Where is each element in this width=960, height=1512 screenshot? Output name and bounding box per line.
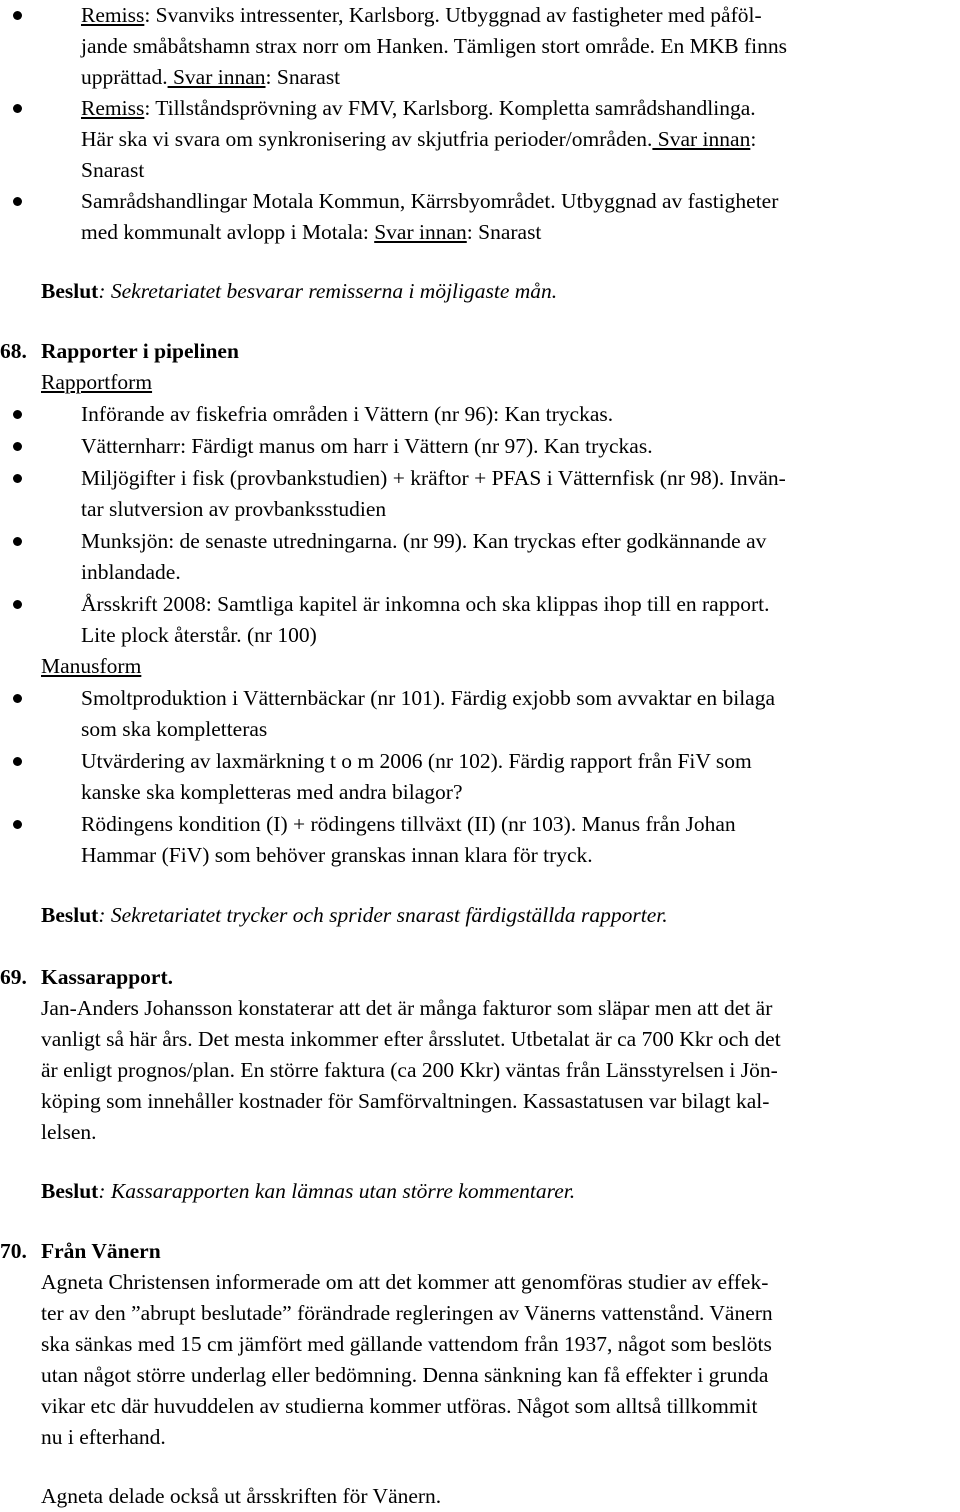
remiss-label: Remiss <box>81 3 145 27</box>
section-number: 69. <box>0 965 27 989</box>
section-69-paragraph <box>41 993 957 1148</box>
list-item-text: som ska kompletteras <box>81 717 268 741</box>
svar-innan-label: Svar innan <box>374 220 467 244</box>
list-item-text: Lite plock återstår. (nr 100) <box>81 623 317 647</box>
bullet-icon <box>13 11 22 20</box>
decision-1 <box>41 276 957 307</box>
list-item-text: Rödingens kondition (I) + rödingens tillväxt (II) (nr 103). Manus från Johan <box>81 812 736 836</box>
paragraph-line: lelsen. <box>41 1120 97 1144</box>
list-item-text: Utvärdering av laxmärkning t o m 2006 (nr 102). Färdig rapport från FiV som <box>81 749 752 773</box>
section-70-paragraph <box>41 1267 957 1453</box>
remiss-text: upprättad. <box>81 65 168 89</box>
remiss-label: Remiss <box>81 96 145 120</box>
remiss-text: Samrådshandlingar Motala Kommun, Kärrsbyområdet. Utbyggnad av fastigheter <box>81 189 779 213</box>
beslut-text: : Kassarapporten kan lämnas utan större kommentarer. <box>98 1179 576 1203</box>
closing-line <box>41 1481 957 1512</box>
subheading: Manusform <box>41 654 142 678</box>
paragraph-line: vanligt så här års. Det mesta inkommer efter årsslutet. Utbetalat är ca 700 Kkr och det <box>41 1027 781 1051</box>
svar-innan-value: Snarast <box>81 158 145 182</box>
remiss-text: : Tillståndsprövning av FMV, Karlsborg. Kompletta samrådshandlinga. <box>144 96 756 120</box>
paragraph-line: ter av den ”abrupt beslutade” förändrade regleringen av Vänerns vattenstånd. Vänern <box>41 1301 773 1325</box>
list-item-text: Vätternharr: Färdigt manus om harr i Vättern (nr 97). Kan tryckas. <box>81 434 653 458</box>
svar-innan-label: Svar innan <box>652 127 751 151</box>
svar-innan-value: : Snarast <box>265 65 341 89</box>
list-item-text: Munksjön: de senaste utredningarna. (nr 99). Kan tryckas efter godkännande av <box>81 529 767 553</box>
bullet-icon <box>13 410 22 419</box>
bullet-icon <box>13 537 22 546</box>
paragraph-line: utan något större underlag eller bedömning. Denna sänkning kan få effekter i grunda <box>41 1363 769 1387</box>
list-item-text: Miljögifter i fisk (provbankstudien) + kräftor + PFAS i Vätternfisk (nr 98). Invän- <box>81 466 786 490</box>
paragraph-line: är enligt prognos/plan. En större faktura (ca 200 Kkr) väntas från Länsstyrelsen i Jön- <box>41 1058 778 1082</box>
decision-69 <box>41 1176 957 1207</box>
list-item-text: Hammar (FiV) som behöver granskas innan klara för tryck. <box>81 843 593 867</box>
section-title: Kassarapport. <box>41 965 173 989</box>
list-item-text: Införande av fiskefria områden i Vättern (nr 96): Kan tryckas. <box>81 402 614 426</box>
paragraph-line: Jan-Anders Johansson konstaterar att det är många fakturor som släpar men att det är <box>41 996 773 1020</box>
bullet-icon <box>13 820 22 829</box>
paragraph-line: vikar etc där huvuddelen av studierna kommer utföras. Något som alltså tillkommit <box>41 1394 758 1418</box>
section-title: Rapporter i pipelinen <box>41 339 239 363</box>
bullet-icon <box>13 197 22 206</box>
paragraph-line: ska sänkas med 15 cm jämfört med gällande vattendom från 1937, något som beslöts <box>41 1332 772 1356</box>
paragraph-line: Agneta Christensen informerade om att det kommer att genomföras studier av effek- <box>41 1270 769 1294</box>
list-item-text: inblandade. <box>81 560 181 584</box>
rapportform-label <box>41 367 957 398</box>
remiss-text: Här ska vi svara om synkronisering av skjutfria perioder/områden. <box>81 127 653 151</box>
bullet-icon <box>13 474 22 483</box>
section-69-heading <box>0 962 173 993</box>
list-item-text: Årsskrift 2008: Samtliga kapitel är inkomna och ska klippas ihop till en rapport. <box>81 592 770 616</box>
svar-innan-colon: : <box>750 127 757 151</box>
bullet-icon <box>13 694 22 703</box>
beslut-label: Beslut <box>41 279 99 303</box>
subheading: Rapportform <box>41 370 153 394</box>
svar-innan-value: : Snarast <box>466 220 542 244</box>
list-item-text: Smoltproduktion i Vätternbäckar (nr 101). Färdig exjobb som avvaktar en bilaga <box>81 686 776 710</box>
bullet-icon <box>13 757 22 766</box>
list-item-text: kanske ska kompletteras med andra bilagor? <box>81 780 463 804</box>
beslut-label: Beslut <box>41 1179 99 1203</box>
remiss-text: : Svanviks intressenter, Karlsborg. Utbyggnad av fastigheter med påföl- <box>144 3 762 27</box>
section-70-heading <box>0 1236 161 1267</box>
paragraph-line: nu i efterhand. <box>41 1425 166 1449</box>
beslut-text: : Sekretariatet trycker och sprider snarast färdigställda rapporter. <box>98 903 668 927</box>
manusform-label <box>41 651 957 682</box>
beslut-text: : Sekretariatet besvarar remisserna i möjligaste mån. <box>98 279 558 303</box>
remiss-text: jande småbåtshamn strax norr om Hanken. Tämligen stort område. En MKB finns <box>81 34 787 58</box>
section-number: 70. <box>0 1239 27 1263</box>
bullet-icon <box>13 600 22 609</box>
remiss-text: med kommunalt avlopp i Motala: <box>81 220 375 244</box>
paragraph-line: Agneta delade också ut årsskriften för Vänern. <box>41 1484 442 1508</box>
section-68-heading <box>0 336 239 367</box>
section-number: 68. <box>0 339 27 363</box>
list-item-text: tar slutversion av provbanksstudien <box>81 497 387 521</box>
section-title: Från Vänern <box>41 1239 161 1263</box>
beslut-label: Beslut <box>41 903 99 927</box>
bullet-icon <box>13 442 22 451</box>
bullet-icon <box>13 104 22 113</box>
svar-innan-label: Svar innan <box>167 65 266 89</box>
decision-68 <box>41 900 957 931</box>
paragraph-line: köping som innehåller kostnader för Samförvaltningen. Kassastatusen var bilagt kal- <box>41 1089 770 1113</box>
